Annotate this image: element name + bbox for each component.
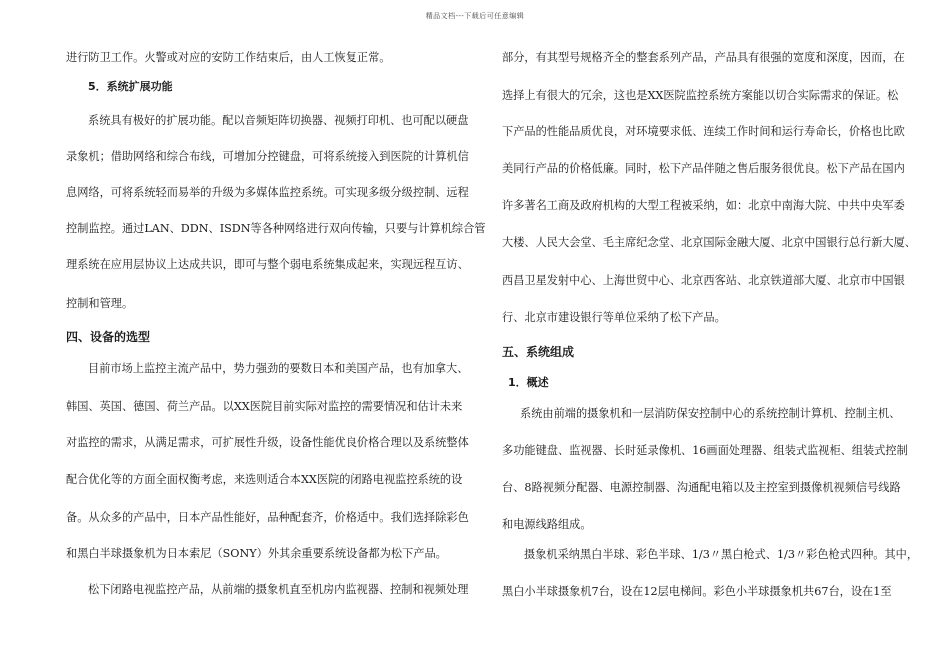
paragraph-line: 目前市场上监控主流产品中，势力强劲的要数日本和美国产品，也有加拿大、 xyxy=(88,362,469,375)
paragraph-line: 系统由前端的摄象机和一层消防保安控制中心的系统控制计算机、控制主机、 xyxy=(520,407,901,420)
paragraph-line: 许多著名工商及政府机构的大型工程被采纳，如：北京中南海大院、中共中央军委 xyxy=(502,199,905,212)
chapter-heading: 四、设备的选型 xyxy=(66,330,151,344)
paragraph-line: 韩国、英国、德国、荷兰产品。以XX医院目前实际对监控的需要情况和估计未来 xyxy=(66,400,463,413)
paragraph-line: 大楼、人民大会堂、毛主席纪念堂、北京国际金融大厦、北京中国银行总行新大厦、 xyxy=(502,236,916,249)
paragraph-line: 和黑白半球摄象机为日本索尼（SONY）外其余重要系统设备都为松下产品。 xyxy=(66,547,447,560)
paragraph-line: 录象机；借助网络和综合布线，可增加分控键盘，可将系统接入到医院的计算机信 xyxy=(66,150,469,163)
paragraph-line: 备。从众多的产品中，日本产品性能好，品种配套齐，价格适中。我们选择除彩色 xyxy=(66,511,469,524)
paragraph-line: 多功能键盘、监视器、长时延录像机、16画面处理器、组装式监视柜、组装式控制 xyxy=(502,444,908,457)
chapter-heading: 五、系统组成 xyxy=(502,345,575,359)
paragraph-line: 控制和管理。 xyxy=(66,297,134,310)
paragraph-line: 理系统在应用层协议上达成共识，即可与整个弱电系统集成起来，实现远程互访、 xyxy=(66,258,469,271)
paragraph-line: 黑白小半球摄象机7台，设在12层电梯间。彩色小半球摄象机共67台，设在1至 xyxy=(502,585,892,598)
paragraph-line: 西昌卫星发射中心、上海世贸中心、北京西客站、北京铁道部大厦、北京市中国银 xyxy=(502,274,905,287)
paragraph-line: 摄象机采纳黑白半球、彩色半球、1/3〃黑白枪式、1/3〃彩色枪式四种。其中， xyxy=(524,548,919,561)
paragraph-line: 息网络，可将系统轻而易举的升级为多媒体监控系统。可实现多级分级控制、远程 xyxy=(66,186,469,199)
page-header: 精品文档---下载后可任意编辑 xyxy=(425,12,525,20)
paragraph-line: 和电源线路组成。 xyxy=(502,518,592,531)
paragraph-line: 松下闭路电视监控产品，从前端的摄象机直至机房内监视器、控制和视频处理 xyxy=(88,583,469,596)
paragraph-line: 选择上有很大的冗余，这也是XX医院监控系统方案能以切合实际需求的保证。松 xyxy=(502,89,899,102)
paragraph-line: 下产品的性能品质优良，对环境要求低、连续工作时间和运行寿命长，价格也比欧 xyxy=(502,125,905,138)
paragraph-line: 美同行产品的价格低廉。同时，松下产品伴随之售后服务很优良。松下产品在国内 xyxy=(502,162,905,175)
paragraph-line: 进行防卫工作。火警或对应的安防工作结束后，由人工恢复正常。 xyxy=(66,51,391,64)
paragraph-line: 系统具有极好的扩展功能。配以音频矩阵切换器、视频打印机、也可配以硬盘 xyxy=(88,114,469,127)
paragraph-line: 台、8路视频分配器、电源控制器、沟通配电箱以及主控室到摄像机视频信号线路 xyxy=(502,481,901,494)
paragraph-line: 行、北京市建设银行等单位采纳了松下产品。 xyxy=(502,311,726,324)
paragraph-line: 对监控的需求，从满足需求，可扩展性升级，设备性能优良价格合理以及系统整体 xyxy=(66,436,469,449)
paragraph-line: 控制监控。通过LAN、DDN、ISDN等各种网络进行双向传输，只要与计算机综合管 xyxy=(66,222,486,235)
section-heading: 1．概述 xyxy=(508,376,549,389)
paragraph-line: 配合优化等的方面全面权衡考虑，来选则适合本XX医院的闭路电视监控系统的设 xyxy=(66,473,463,486)
section-heading: 5．系统扩展功能 xyxy=(88,80,173,93)
paragraph-line: 部分，有其型号规格齐全的整套系列产品，产品具有很强的宽度和深度，因而，在 xyxy=(502,51,905,64)
